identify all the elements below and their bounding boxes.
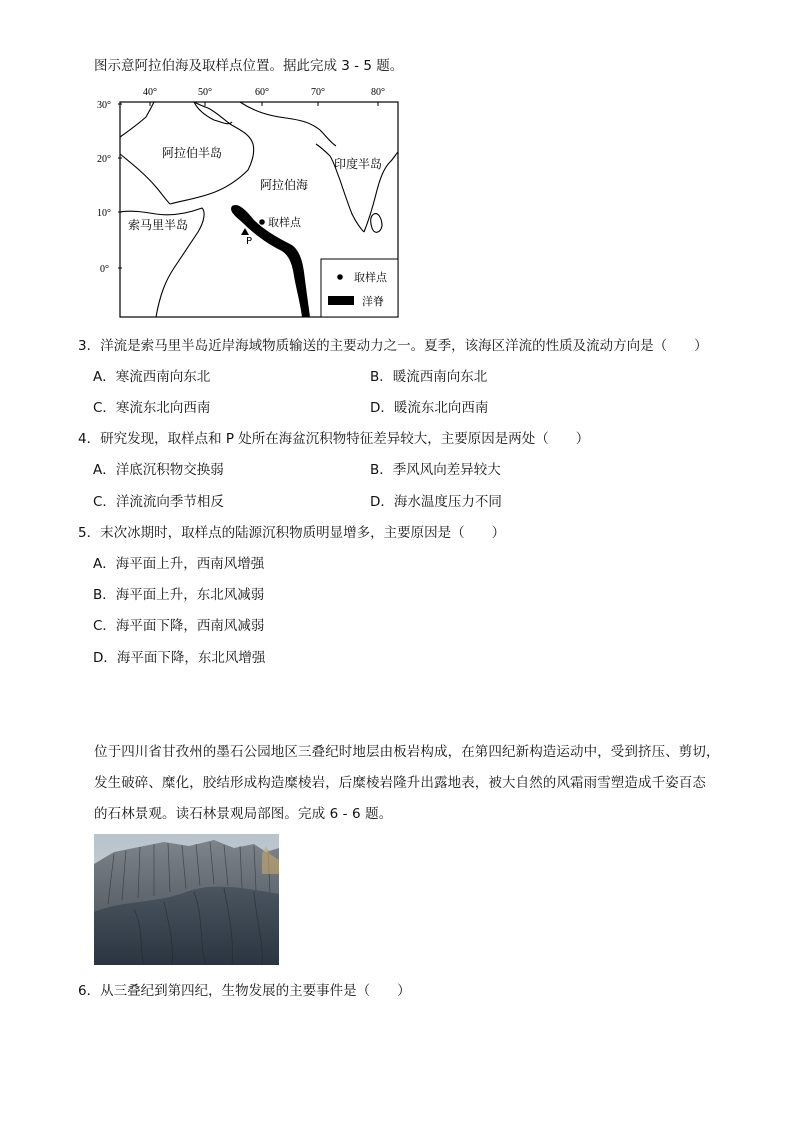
q3-option-d: D．暖流东北向西南 (370, 400, 489, 416)
q4-option-a: A．洋底沉积物交换弱 (93, 462, 224, 478)
passage-line-3: 的石林景观。读石林景观局部图。完成 6 - 6 题。 (94, 806, 393, 822)
q4-option-c: C．洋流流向季节相反 (93, 494, 224, 510)
lat-label-10: 10° (97, 208, 111, 219)
question-5-stem: 5．末次冰期时，取样点的陆源沉积物质明显增多，主要原因是（ ） (78, 525, 506, 541)
question-3-stem: 3．洋流是索马里半岛近岸海域物质输送的主要动力之一。夏季，该海区洋流的性质及流动方向是（ ） (78, 338, 708, 354)
lon-label-50: 50° (198, 87, 212, 98)
passage-line-2: 发生破碎、糜化，胶结形成构造糜棱岩，后糜棱岩隆升出露地表，被大自然的风霜雨雪塑造成千姿百态 (94, 775, 706, 791)
arabian-sea-map (90, 82, 410, 322)
label-arabian-sea: 阿拉伯海 (260, 178, 309, 192)
sample-point-label: 取样点 (268, 216, 301, 229)
intro-text: 图示意阿拉伯海及取样点位置。据此完成 3 - 5 题。 (94, 58, 404, 74)
q5-option-d: D．海平面下降，东北风增强 (93, 650, 266, 666)
sample-point-marker (259, 219, 265, 225)
lon-label-40: 40° (143, 87, 157, 98)
question-4-stem: 4．研究发现，取样点和 P 处所在海盆沉积物特征差异较大，主要原因是两处（ ） (78, 431, 590, 447)
legend-box (321, 259, 398, 317)
q4-option-b: B．季风风向差异较大 (370, 462, 501, 478)
passage-line-1: 位于四川省甘孜州的墨石公园地区三叠纪时地层由板岩构成，在第四纪新构造运动中，受到挤压、剪切， (94, 744, 720, 760)
q5-option-b: B．海平面上升，东北风减弱 (93, 587, 265, 603)
lat-label-30: 30° (97, 100, 111, 111)
stone-forest-photo (94, 834, 279, 965)
p-point-label: P (246, 236, 253, 247)
legend-sample-label: 取样点 (354, 271, 387, 284)
p-point-marker (241, 228, 249, 235)
q3-option-b: B．暖流西南向东北 (370, 369, 488, 385)
lon-label-60: 60° (255, 87, 269, 98)
lon-label-70: 70° (311, 87, 325, 98)
q4-option-d: D．海水温度压力不同 (370, 494, 502, 510)
q5-option-a: A．海平面上升，西南风增强 (93, 556, 265, 572)
legend-sample-marker (337, 274, 343, 280)
lat-label-20: 20° (97, 154, 111, 165)
q3-option-c: C．寒流东北向西南 (93, 400, 211, 416)
lon-label-80: 80° (371, 87, 385, 98)
legend-ridge-marker (328, 296, 354, 305)
label-arabia: 阿拉伯半岛 (162, 146, 223, 160)
question-6-stem: 6．从三叠纪到第四纪，生物发展的主要事件是（ ） (78, 983, 411, 999)
q3-option-a: A．寒流西南向东北 (93, 369, 211, 385)
label-somali: 索马里半岛 (128, 218, 189, 232)
q5-option-c: C．海平面下降，西南风减弱 (93, 618, 265, 634)
lat-label-0: 0° (100, 264, 109, 275)
legend-ridge-label: 洋脊 (362, 295, 384, 308)
label-india: 印度半岛 (334, 157, 383, 171)
